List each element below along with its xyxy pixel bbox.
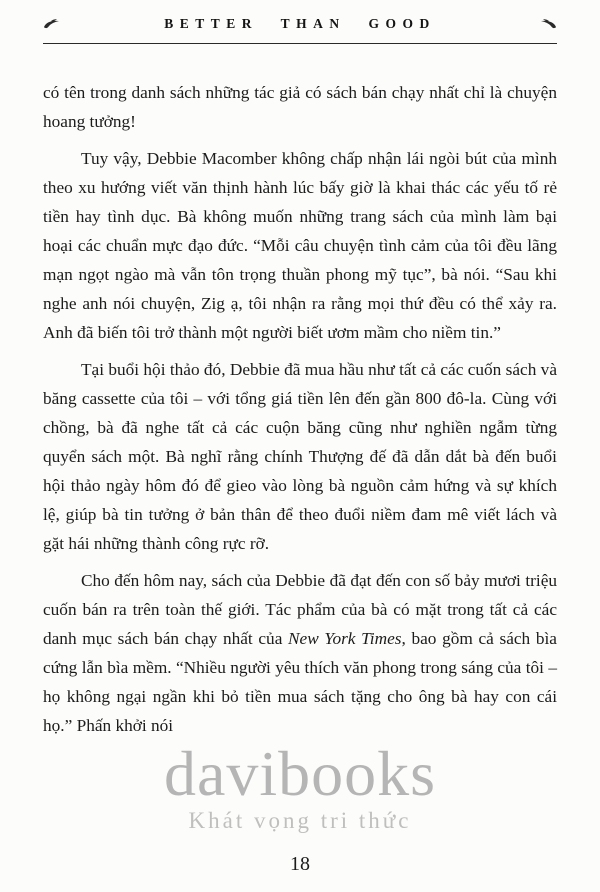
- paragraph: có tên trong danh sách những tác giả có sách bán chạy nhất chỉ là chuyện hoang tưởng!: [43, 83, 557, 131]
- floral-ornament-left-icon: [43, 18, 60, 30]
- watermark-logo-text: davibooks: [163, 738, 437, 809]
- body-text: [43, 78, 557, 740]
- paragraph: Tuy vậy, Debbie Macomber không chấp nhận lái ngòi bút của mình theo xu hướng viết văn thịnh hành lúc bấy giờ là khai thác các yếu tố rẻ tiền hay tình dục. Bà không muốn những trang sách của mình làm bại hoại các chuẩn mực đạo đức. “Mỗi câu chuyện tình cảm của tôi đều lãng mạn ngọt ngào mà vẫn tôn trọng thuần phong mỹ tục”, bà nói. “Sau khi nghe anh nói chuyện, Zig ạ, tôi nhận ra rằng mọi thứ đều có thể xảy ra. Anh đã biến tôi trở thành một người biết ươm mầm cho niềm tin.”: [43, 149, 557, 342]
- paragraph: Tại buổi hội thảo đó, Debbie đã mua hầu như tất cả các cuốn sách và băng cassette của tôi – với tổng giá tiền lên đến gần 800 đô-la. Cùng với chồng, bà đã nghe tất cả các cuộn băng cũng như nghiền ngẫm từng quyển sách một. Bà nghĩ rằng chính Thượng đế đã dẫn dắt bà đến buổi hội thảo ngày hôm đó để gieo vào lòng bà nguồn cảm hứng và sự khích lệ, giúp bà tin tưởng ở bản thân để theo đuổi niềm đam mê viết lách và gặt hái những thành công rực rỡ.: [43, 360, 557, 553]
- newspaper-title-italic: New York Times: [288, 629, 402, 648]
- page-footer: [0, 853, 600, 876]
- page-number: 18: [290, 853, 310, 875]
- header-rule: [43, 43, 557, 44]
- paragraph-text-segment: , bao gồm cả sách bìa cứng lẫn bìa mềm. “Nhiều người yêu thích văn phong trong sáng của tôi – họ không ngại ngần khi bỏ tiền mua sách tặng cho ông bà hay con cái họ.” Phấn khởi nói: [43, 629, 557, 735]
- watermark-tagline: Khát vọng tri thức: [188, 808, 412, 833]
- page-header: [43, 0, 557, 36]
- floral-ornament-right-icon: [540, 18, 557, 30]
- watermark: [0, 738, 600, 834]
- paragraph: [43, 566, 557, 740]
- paragraph-text-segment: Cho đến hôm nay, sách của Debbie đã đạt đến con số bảy mươi triệu cuốn bán ra trên toàn thế giới. Tác phẩm của bà có mặt trong tất cả các danh mục sách bán chạy nhất của: [43, 571, 557, 648]
- running-head-title: BETTER THAN GOOD: [164, 16, 436, 31]
